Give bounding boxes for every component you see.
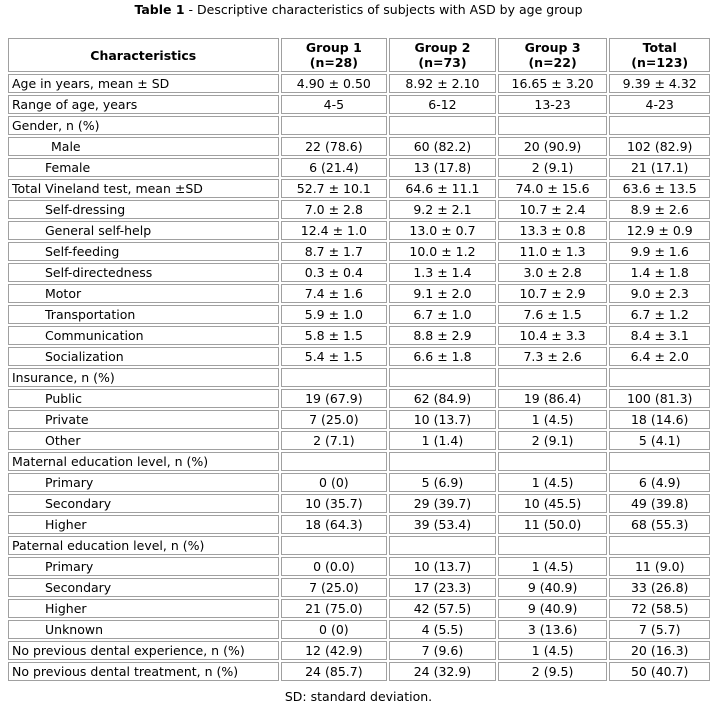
row-label: Primary [8,473,279,492]
cell-group-2: 6.7 ± 1.0 [389,305,496,324]
cell-total: 6.4 ± 2.0 [609,347,710,366]
cell-group-1: 7.0 ± 2.8 [281,200,388,219]
cell-group-3: 19 (86.4) [498,389,608,408]
cell-total: 8.4 ± 3.1 [609,326,710,345]
cell-total: 7 (5.7) [609,620,710,639]
table-row [8,389,710,408]
cell-group-1: 7.4 ± 1.6 [281,284,388,303]
row-label: Other [8,431,279,450]
cell-total [609,368,710,387]
cell-group-1: 0 (0.0) [281,557,388,576]
cell-group-2: 7 (9.6) [389,641,496,660]
cell-group-1: 5.8 ± 1.5 [281,326,388,345]
cell-group-2: 17 (23.3) [389,578,496,597]
cell-group-1 [281,116,388,135]
cell-group-3: 10.7 ± 2.4 [498,200,608,219]
row-label: No previous dental treatment, n (%) [8,662,279,681]
row-label: Self-feeding [8,242,279,261]
header-group-3-n: (n=22) [528,55,577,70]
cell-group-2: 42 (57.5) [389,599,496,618]
cell-total: 49 (39.8) [609,494,710,513]
cell-group-2: 5 (6.9) [389,473,496,492]
cell-group-1: 24 (85.7) [281,662,388,681]
cell-group-3 [498,116,608,135]
row-label: Communication [8,326,279,345]
cell-group-2: 10.0 ± 1.2 [389,242,496,261]
cell-group-3: 2 (9.1) [498,431,608,450]
row-label: Total Vineland test, mean ±SD [8,179,279,198]
cell-group-1: 0 (0) [281,473,388,492]
cell-group-1 [281,368,388,387]
table-body [8,74,710,681]
cell-total: 6.7 ± 1.2 [609,305,710,324]
row-label: Primary [8,557,279,576]
cell-total: 12.9 ± 0.9 [609,221,710,240]
cell-group-2: 1.3 ± 1.4 [389,263,496,282]
row-label: Motor [8,284,279,303]
cell-group-3: 3 (13.6) [498,620,608,639]
table-row [8,368,710,387]
cell-group-3 [498,368,608,387]
cell-group-2 [389,116,496,135]
cell-group-3: 11 (50.0) [498,515,608,534]
row-label: Range of age, years [8,95,279,114]
cell-group-2: 62 (84.9) [389,389,496,408]
cell-group-3: 1 (4.5) [498,641,608,660]
cell-group-2: 13.0 ± 0.7 [389,221,496,240]
header-group-1-n: (n=28) [309,55,358,70]
cell-group-2: 24 (32.9) [389,662,496,681]
row-label: Self-directedness [8,263,279,282]
cell-group-2 [389,368,496,387]
cell-group-3 [498,452,608,471]
cell-group-1: 19 (67.9) [281,389,388,408]
row-label: Secondary [8,578,279,597]
cell-group-1: 2 (7.1) [281,431,388,450]
row-label: Age in years, mean ± SD [8,74,279,93]
table-row [8,494,710,513]
cell-total: 21 (17.1) [609,158,710,177]
table-row [8,242,710,261]
header-total-n: (n=123) [631,55,689,70]
cell-total: 5 (4.1) [609,431,710,450]
cell-group-1: 4.90 ± 0.50 [281,74,388,93]
cell-group-3: 16.65 ± 3.20 [498,74,608,93]
table-row [8,599,710,618]
cell-total: 63.6 ± 13.5 [609,179,710,198]
cell-total: 8.9 ± 2.6 [609,200,710,219]
cell-total: 100 (81.3) [609,389,710,408]
cell-group-2: 64.6 ± 11.1 [389,179,496,198]
table-row [8,137,710,156]
table-row [8,662,710,681]
cell-group-3: 1 (4.5) [498,410,608,429]
cell-group-2: 6.6 ± 1.8 [389,347,496,366]
table-row [8,620,710,639]
cell-group-2: 29 (39.7) [389,494,496,513]
cell-total: 9.9 ± 1.6 [609,242,710,261]
cell-total: 68 (55.3) [609,515,710,534]
cell-group-1: 0 (0) [281,620,388,639]
cell-group-3: 10 (45.5) [498,494,608,513]
table-row [8,95,710,114]
table-row [8,410,710,429]
row-label: Public [8,389,279,408]
row-label: Secondary [8,494,279,513]
cell-group-3 [498,536,608,555]
table-caption [0,0,717,20]
row-label: Transportation [8,305,279,324]
header-group-1-name: Group 1 [305,40,362,55]
cell-group-3: 10.7 ± 2.9 [498,284,608,303]
cell-group-3: 9 (40.9) [498,599,608,618]
table-row [8,536,710,555]
header-total [609,38,710,72]
cell-group-2: 13 (17.8) [389,158,496,177]
header-total-name: Total [642,40,677,55]
cell-total: 9.39 ± 4.32 [609,74,710,93]
table-row [8,158,710,177]
table-row [8,179,710,198]
cell-total: 6 (4.9) [609,473,710,492]
cell-group-1: 7 (25.0) [281,410,388,429]
cell-group-3: 7.3 ± 2.6 [498,347,608,366]
cell-group-1: 5.4 ± 1.5 [281,347,388,366]
cell-total: 1.4 ± 1.8 [609,263,710,282]
header-group-3 [498,38,608,72]
row-label: Unknown [8,620,279,639]
cell-group-3: 2 (9.1) [498,158,608,177]
cell-total: 33 (26.8) [609,578,710,597]
cell-total: 50 (40.7) [609,662,710,681]
cell-group-1 [281,536,388,555]
row-label: Insurance, n (%) [8,368,279,387]
row-label: Gender, n (%) [8,116,279,135]
table-caption-label: Table 1 [134,2,185,17]
cell-group-3: 9 (40.9) [498,578,608,597]
table-caption-text: - Descriptive characteristics of subjects with ASD by age group [184,2,583,17]
cell-total: 102 (82.9) [609,137,710,156]
header-group-3-name: Group 3 [524,40,581,55]
cell-total: 4-23 [609,95,710,114]
header-row [8,38,710,72]
cell-group-2: 10 (13.7) [389,410,496,429]
cell-group-1: 7 (25.0) [281,578,388,597]
table-row [8,200,710,219]
table-row [8,284,710,303]
cell-total: 9.0 ± 2.3 [609,284,710,303]
row-label: Maternal education level, n (%) [8,452,279,471]
row-label: General self-help [8,221,279,240]
table-row [8,305,710,324]
cell-group-1 [281,452,388,471]
cell-group-3: 74.0 ± 15.6 [498,179,608,198]
cell-group-1: 21 (75.0) [281,599,388,618]
cell-group-3: 10.4 ± 3.3 [498,326,608,345]
cell-group-2: 39 (53.4) [389,515,496,534]
cell-group-2: 8.8 ± 2.9 [389,326,496,345]
cell-total: 72 (58.5) [609,599,710,618]
row-label: Self-dressing [8,200,279,219]
table-row [8,452,710,471]
cell-group-3: 2 (9.5) [498,662,608,681]
table-row [8,578,710,597]
footnote: SD: standard deviation. [284,689,433,704]
cell-group-2: 9.1 ± 2.0 [389,284,496,303]
cell-group-3: 1 (4.5) [498,557,608,576]
table-row [8,641,710,660]
table-row [8,557,710,576]
cell-group-2 [389,536,496,555]
cell-group-2: 8.92 ± 2.10 [389,74,496,93]
row-label: No previous dental experience, n (%) [8,641,279,660]
cell-group-3: 20 (90.9) [498,137,608,156]
cell-group-2 [389,452,496,471]
cell-group-1: 12.4 ± 1.0 [281,221,388,240]
cell-group-1: 22 (78.6) [281,137,388,156]
cell-group-1: 6 (21.4) [281,158,388,177]
cell-group-2: 1 (1.4) [389,431,496,450]
table-row [8,515,710,534]
cell-total [609,452,710,471]
header-group-2 [389,38,496,72]
cell-group-2: 60 (82.2) [389,137,496,156]
cell-group-1: 0.3 ± 0.4 [281,263,388,282]
row-label: Female [8,158,279,177]
row-label: Higher [8,515,279,534]
row-label: Male [8,137,279,156]
row-label: Private [8,410,279,429]
descriptive-table [6,36,712,683]
cell-total [609,536,710,555]
header-group-1 [281,38,388,72]
header-group-2-n: (n=73) [418,55,467,70]
cell-group-1: 5.9 ± 1.0 [281,305,388,324]
table-row [8,263,710,282]
cell-group-3: 3.0 ± 2.8 [498,263,608,282]
table-row [8,473,710,492]
table-row [8,74,710,93]
header-characteristics: Characteristics [8,38,279,72]
cell-group-3: 7.6 ± 1.5 [498,305,608,324]
table-row [8,221,710,240]
cell-group-1: 8.7 ± 1.7 [281,242,388,261]
cell-group-1: 12 (42.9) [281,641,388,660]
cell-total [609,116,710,135]
row-label: Paternal education level, n (%) [8,536,279,555]
cell-group-3: 1 (4.5) [498,473,608,492]
cell-group-2: 4 (5.5) [389,620,496,639]
cell-group-2: 6-12 [389,95,496,114]
cell-group-2: 9.2 ± 2.1 [389,200,496,219]
cell-group-1: 4-5 [281,95,388,114]
cell-total: 18 (14.6) [609,410,710,429]
cell-total: 11 (9.0) [609,557,710,576]
table-row [8,326,710,345]
cell-group-3: 13.3 ± 0.8 [498,221,608,240]
table-row [8,347,710,366]
cell-group-2: 10 (13.7) [389,557,496,576]
cell-group-1: 18 (64.3) [281,515,388,534]
row-label: Higher [8,599,279,618]
cell-group-3: 13-23 [498,95,608,114]
cell-group-1: 52.7 ± 10.1 [281,179,388,198]
cell-group-3: 11.0 ± 1.3 [498,242,608,261]
cell-total: 20 (16.3) [609,641,710,660]
table-row [8,116,710,135]
row-label: Socialization [8,347,279,366]
header-group-2-name: Group 2 [414,40,471,55]
cell-group-1: 10 (35.7) [281,494,388,513]
table-row [8,431,710,450]
